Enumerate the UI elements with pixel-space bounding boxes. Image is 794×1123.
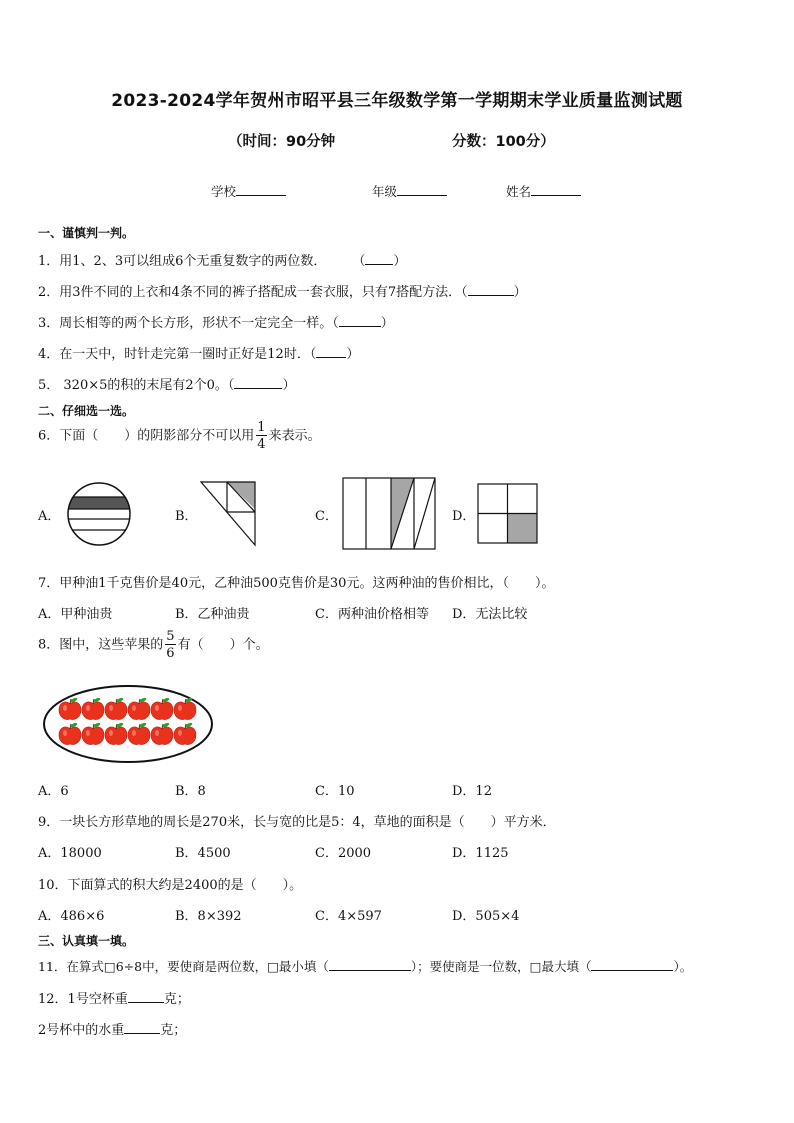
q9-option-a[interactable]: A．18000 [38,846,102,861]
question-8-text: 8．图中，这些苹果的 [38,637,164,653]
exam-time: （时间：90分钟 [228,134,336,150]
question-2-answer-blank[interactable] [468,284,514,296]
question-2-close: ） [513,285,527,300]
question-5-close: ） [282,378,296,393]
q10-option-d[interactable]: D．505×4 [452,909,520,924]
name-label: 姓名 [506,184,532,199]
question-3-close: ） [380,316,394,331]
question-4-close: ） [346,347,360,362]
q9-option-b[interactable]: B．4500 [175,846,231,861]
question-7-text: 7．甲种油1千克售价是40元，乙种油500克售价是30元。这两种油的售价相比，（ ）。 [38,576,555,591]
question-5 [38,374,295,393]
question-12-blank-1[interactable] [128,991,164,1003]
question-4-answer-blank[interactable] [316,346,346,358]
school-label: 学校 [211,184,237,199]
grade-blank[interactable] [397,183,447,196]
section-1-heading: 一、谨慎判一判。 [38,226,135,240]
q9-option-c[interactable]: C．2000 [315,846,372,861]
question-5-answer-blank[interactable] [234,377,282,389]
exam-score: 分数：100分） [452,134,555,150]
question-3-text: 3．周长相等的两个长方形，形状不一定完全一样。（ [38,316,339,331]
question-1-text: 1．用1、2、3可以组成6个无重复数字的两位数． [38,254,327,269]
exam-title: 2023-2024学年贺州市昭平县三年级数学第一学期期末学业质量监测试题 [111,91,683,111]
q8-option-d[interactable]: D．12 [452,784,492,799]
fraction-numerator: 1 [257,420,266,435]
question-10-text: 10．下面算式的积大约是2400的是（ ）。 [38,878,303,893]
name-field [506,182,581,200]
question-1 [38,250,406,269]
question-4 [38,343,359,362]
question-6-text: 6．下面（ ）的阴影部分不可以用 [38,428,255,444]
section-2-heading: 二、仔细选一选。 [38,404,135,418]
q6-option-a-figure [66,481,132,547]
question-8-text-end: 有（ ）个。 [177,637,269,653]
question-2-text: 2．用3件不同的上衣和4条不同的裤子搭配成一套衣服，只有7搭配方法．（ [38,285,468,300]
q9-option-d[interactable]: D．1125 [452,846,509,861]
question-8 [38,630,269,660]
question-12-blank-2[interactable] [124,1022,160,1034]
question-12-text-2: 2号杯中的水重 [38,1023,125,1038]
q6-option-c-figure [342,477,438,551]
q6-option-b-label[interactable]: B． [175,509,198,524]
grade-field [372,182,447,200]
question-9-text: 9．一块长方形草地的周长是270米，长与宽的比是5：4，草地的面积是（ ）平方米． [38,815,556,830]
question-1-answer-blank[interactable] [365,253,393,265]
question-12-unit-2: 克； [160,1023,187,1038]
question-5-text: 5． 320×5的积的末尾有2个0。（ [38,378,235,393]
question-1-open: （ [352,254,366,269]
school-blank[interactable] [236,183,286,196]
q7-option-b[interactable]: B．乙种油贵 [175,607,250,622]
q6-option-d-label[interactable]: D． [452,509,476,524]
name-blank[interactable] [531,183,581,196]
q6-option-a-label[interactable]: A． [38,509,61,524]
school-field [211,182,286,200]
q6-d-shaded [507,513,537,543]
q8-option-b[interactable]: B．8 [175,784,206,799]
fraction-numerator: 5 [166,629,175,644]
question-3 [38,312,394,331]
apples-figure [42,684,214,764]
question-3-answer-blank[interactable] [339,315,381,327]
question-11-blank-1[interactable] [329,959,411,971]
question-6 [38,421,321,451]
question-4-text: 4．在一天中，时针走完第一圈时正好是12时．（ [38,347,317,362]
question-11 [38,957,692,975]
fraction-five-sixths [165,630,175,660]
q8-option-a[interactable]: A．6 [38,784,69,799]
section-3-heading: 三、认真填一填。 [38,934,135,948]
fraction-one-quarter [256,421,266,451]
q6-option-b-figure [200,481,258,547]
question-11-text-1: 11．在算式□6÷8中，要使商是两位数，□最小填（ [38,959,329,974]
q7-option-d[interactable]: D．无法比较 [452,607,528,622]
q8-option-c[interactable]: C．10 [315,784,355,799]
question-12-unit-1: 克； [163,992,190,1007]
q6-a-dark-band [66,497,132,509]
q10-option-a[interactable]: A．486×6 [38,909,105,924]
question-2 [38,281,527,300]
q6-option-c-label[interactable]: C． [315,509,338,524]
question-6-text-end: 来表示。 [268,428,321,444]
apples-oval [44,686,212,762]
q7-option-a[interactable]: A．甲种油贵 [38,607,113,622]
q10-option-c[interactable]: C．4×597 [315,909,382,924]
question-11-text-2: ）；要使商是一位数，□最大填（ [410,959,592,974]
fraction-denominator: 6 [166,646,175,661]
q6-option-d-figure [477,483,539,545]
fraction-denominator: 4 [257,437,266,452]
q10-option-b[interactable]: B．8×392 [175,909,242,924]
q7-option-c[interactable]: C．两种油价格相等 [315,607,429,622]
question-12-text-1: 12．1号空杯重 [38,992,128,1007]
question-11-blank-2[interactable] [591,959,673,971]
grade-label: 年级 [372,184,398,199]
question-11-text-3: ）。 [673,959,693,974]
question-1-close: ） [393,254,407,269]
question-12-line-1 [38,988,190,1007]
question-12-line-2 [38,1019,186,1038]
